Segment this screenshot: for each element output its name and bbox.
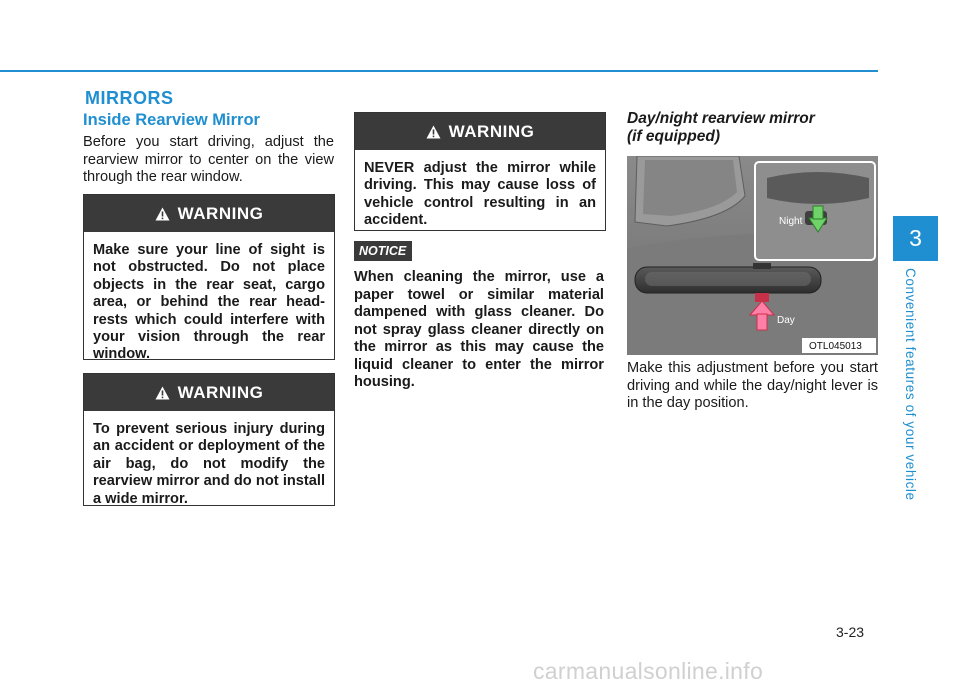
warning-box-driving bbox=[354, 112, 606, 231]
warning-label: WARNING bbox=[177, 203, 264, 223]
warning-box-sight bbox=[83, 194, 335, 363]
daynight-title-line2: (if equipped) bbox=[627, 128, 720, 145]
section-heading: MIRRORS bbox=[85, 88, 174, 108]
warning-label: WARNING bbox=[177, 382, 264, 402]
image-code: OTL045013 bbox=[809, 341, 862, 352]
daynight-title-line1: Day/night rearview mirror bbox=[627, 110, 815, 127]
warning-box-airbag bbox=[83, 373, 335, 506]
notice-text: When cleaning the mirror, use a paper towel or similar material dampened with glass cleaner. Do not spray glass cleaner directly on the mirror as this may cause the liquid cleaner to enter the mirror housing. bbox=[354, 269, 604, 390]
header-rule bbox=[0, 70, 878, 72]
warning-header bbox=[355, 113, 605, 150]
chapter-tab bbox=[893, 216, 938, 261]
warning-text: Make sure your line of sight is not obstructed. Do not place objects in the rear seat, cargo area, or behind the rear head-rests which could interfere with your vision through the rear window. bbox=[93, 242, 325, 363]
warning-triangle-icon bbox=[426, 125, 441, 139]
notice-badge: NOTICE bbox=[354, 241, 412, 261]
warning-header bbox=[84, 374, 334, 411]
day-label: Day bbox=[777, 315, 795, 326]
warning-label: WARNING bbox=[448, 121, 535, 141]
page-number: 3-23 bbox=[836, 624, 865, 640]
mirror-illustration bbox=[627, 156, 878, 355]
rearview-mirror-image bbox=[627, 156, 878, 355]
chapter-title: Convenient features of your vehicle bbox=[903, 268, 918, 501]
chapter-number: 3 bbox=[909, 225, 922, 251]
warning-header bbox=[84, 195, 334, 232]
warning-text: To prevent serious injury during an accident or deployment of the air bag, do not modify the rearview mirror and do not install a wide mirror. bbox=[93, 421, 325, 507]
night-label: Night bbox=[779, 216, 803, 227]
watermark: carmanualsonline.info bbox=[533, 658, 764, 684]
inside-mirror-intro: Before you start driving, adjust the rearview mirror to center on the view through the rear window. bbox=[83, 134, 334, 185]
inside-mirror-title: Inside Rearview Mirror bbox=[83, 111, 260, 129]
daynight-text: Make this adjustment before you start driving and while the day/night lever is in the day position. bbox=[627, 360, 878, 411]
warning-triangle-icon bbox=[155, 207, 170, 221]
warning-triangle-icon bbox=[155, 386, 170, 400]
daynight-title bbox=[627, 110, 815, 146]
warning-text: NEVER adjust the mirror while driving. This may cause loss of vehicle control resulting in an accident. bbox=[364, 160, 596, 229]
